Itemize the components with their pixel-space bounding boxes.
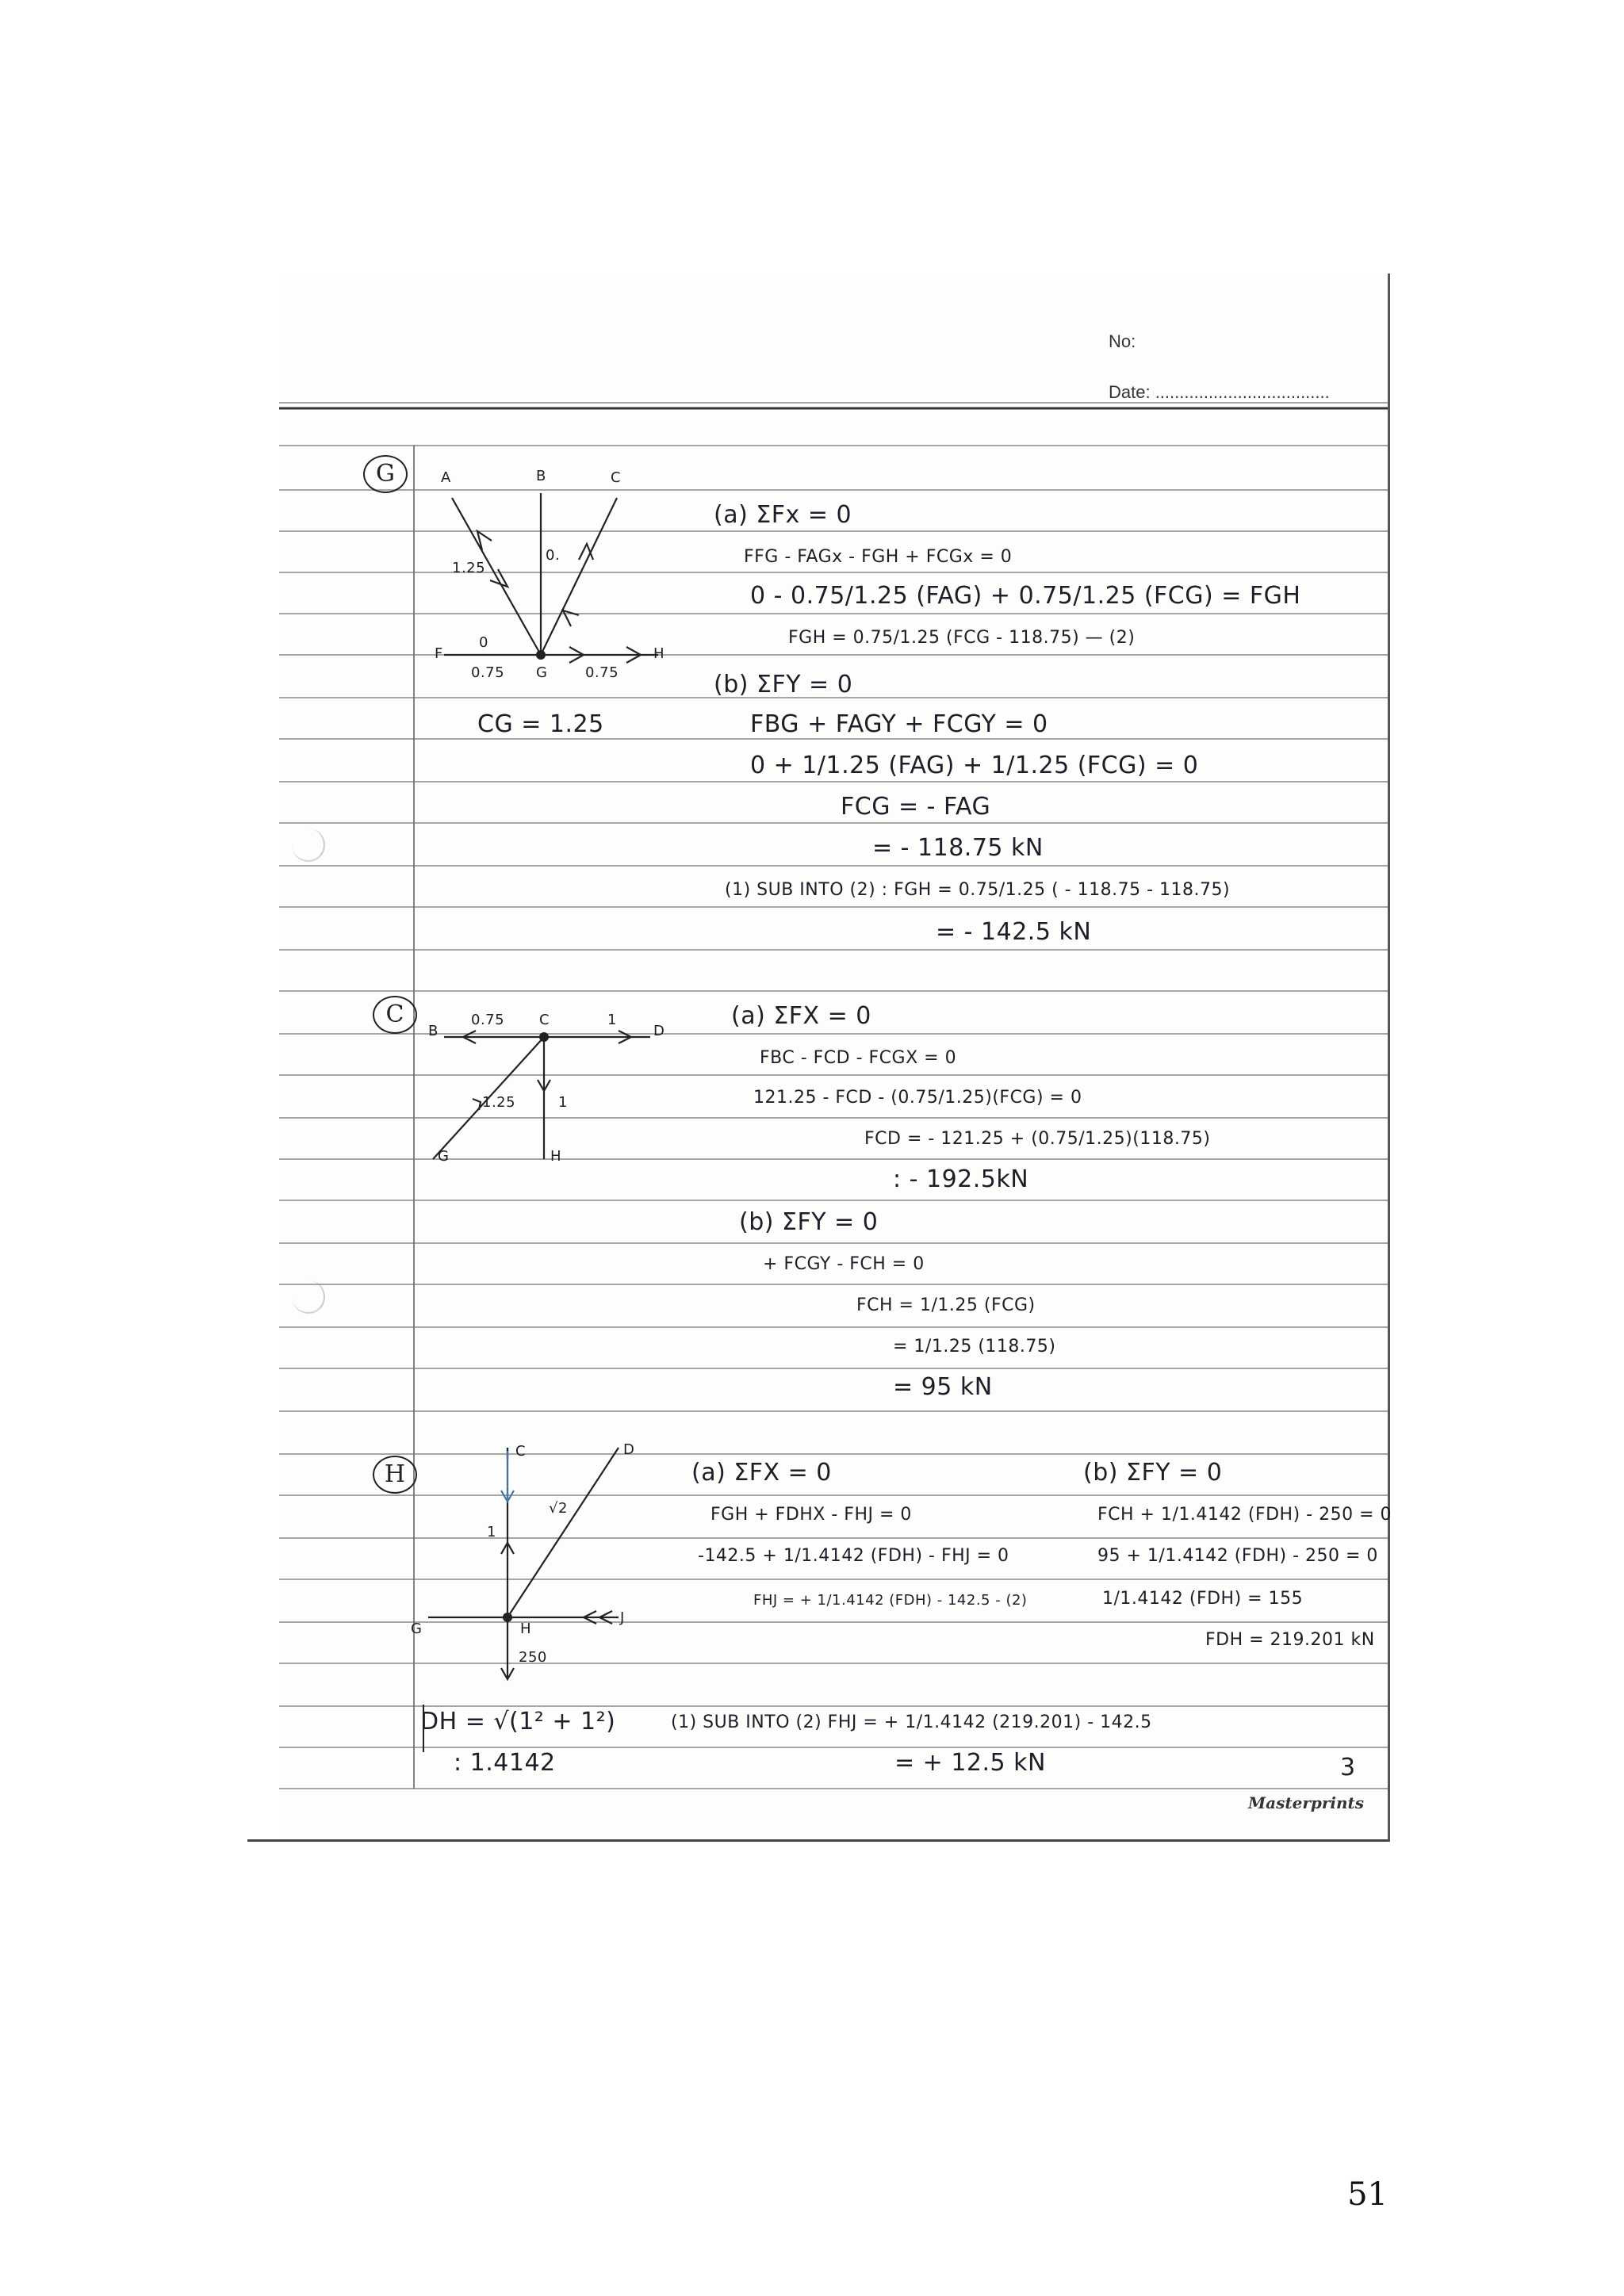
equation-line: + FCGY - FCH = 0: [763, 1254, 925, 1274]
node-label-a: A: [441, 469, 451, 486]
node-label-c: C: [515, 1443, 527, 1460]
equation-line: (a) ΣFX = 0: [691, 1459, 832, 1487]
node-label-g: G: [438, 1148, 450, 1165]
section-c-marker: C: [373, 996, 417, 1034]
node-label-g: G: [411, 1621, 423, 1637]
equation-line: FHJ = + 1/1.4142 (FDH) - 142.5 - (2): [753, 1592, 1028, 1609]
equation-line: 121.25 - FCD - (0.75/1.25)(FCG) = 0: [753, 1088, 1082, 1108]
node-label-j: J: [620, 1609, 625, 1626]
joint-h-diagram: [428, 1448, 619, 1679]
result-line: FDH = 219.201 kN: [1205, 1630, 1375, 1650]
joint-c-diagram: [433, 1031, 650, 1159]
length-label: 0.75: [471, 1012, 505, 1028]
equation-line: (b) ΣFY = 0: [714, 671, 853, 698]
result-line: = 95 kN: [893, 1373, 993, 1401]
equation-line: (a) ΣFX = 0: [731, 1002, 871, 1030]
equation-line: FCH + 1/1.4142 (FDH) - 250 = 0: [1097, 1505, 1392, 1525]
result-line: = + 12.5 kN: [894, 1749, 1046, 1777]
equation-line: FGH = 0.75/1.25 (FCG - 118.75) — (2): [788, 628, 1136, 648]
zero-force-label: 0: [479, 634, 488, 651]
node-label-f: F: [435, 645, 443, 662]
node-label-c: C: [539, 1012, 550, 1028]
equation-line: 0 + 1/1.25 (FAG) + 1/1.25 (FCG) = 0: [750, 752, 1199, 779]
joint-g-diagram: [444, 493, 658, 663]
load-label: 250: [519, 1649, 547, 1666]
equation-line: FCD = - 121.25 + (0.75/1.25)(118.75): [864, 1129, 1211, 1149]
length-label: √2: [549, 1500, 568, 1517]
equation-line: = 1/1.25 (118.75): [893, 1337, 1056, 1357]
length-label: 1.25: [482, 1094, 516, 1111]
result-line: = - 142.5 kN: [936, 918, 1092, 946]
equation-line: 0 - 0.75/1.25 (FAG) + 0.75/1.25 (FCG) = FGH: [750, 582, 1301, 610]
joint-c-node: [539, 1032, 549, 1042]
node-label-b: B: [536, 468, 546, 484]
equation-line: 1/1.4142 (FDH) = 155: [1102, 1589, 1304, 1609]
equation-line: (b) ΣFY = 0: [1083, 1459, 1223, 1487]
section-g-marker: G: [363, 455, 408, 493]
no-label: No:: [1109, 331, 1136, 351]
zero-force-label: 0.: [546, 547, 561, 564]
node-label-h: H: [653, 645, 665, 662]
equation-line: FCG = - FAG: [841, 793, 991, 821]
date-field: Date: ....................................: [1109, 382, 1330, 402]
masterprints-logo: Masterprints: [1248, 1793, 1365, 1812]
member-length-note: CG = 1.25: [477, 710, 604, 738]
equation-line: FFG - FAGx - FGH + FCGx = 0: [744, 547, 1013, 567]
section-h-marker: H: [373, 1456, 417, 1494]
page-number: 51: [1347, 2176, 1388, 2213]
length-label: 1: [487, 1524, 496, 1540]
length-label: 0.75: [585, 664, 619, 681]
equation-line: FGH + FDHX - FHJ = 0: [710, 1505, 912, 1525]
equation-line: FBC - FCD - FCGX = 0: [760, 1048, 957, 1068]
equation-line: (a) ΣFx = 0: [714, 501, 852, 529]
length-label: 1: [607, 1012, 617, 1028]
node-label-c: C: [611, 469, 622, 486]
node-label-d: D: [623, 1441, 635, 1458]
joint-h-node: [503, 1613, 512, 1622]
node-label-h: H: [520, 1621, 532, 1637]
node-label-g: G: [536, 664, 548, 681]
sheet-number: 3: [1340, 1754, 1356, 1781]
dh-length-result: : 1.4142: [454, 1749, 556, 1777]
length-label: 1: [558, 1094, 568, 1111]
node-label-b: B: [428, 1023, 439, 1039]
joint-g-node: [536, 650, 546, 660]
equation-line: (b) ΣFY = 0: [739, 1208, 879, 1236]
equation-line: -142.5 + 1/1.4142 (FDH) - FHJ = 0: [698, 1546, 1009, 1566]
equation-line: 95 + 1/1.4142 (FDH) - 250 = 0: [1097, 1546, 1378, 1566]
length-label: 0.75: [471, 664, 505, 681]
dh-length-line: DH = √(1² + 1²): [420, 1708, 616, 1735]
equation-line: FBG + FAGY + FCGY = 0: [750, 710, 1048, 738]
substitution-line: (1) SUB INTO (2) FHJ = + 1/1.4142 (219.201) - 142.5: [671, 1712, 1152, 1732]
result-line: = - 118.75 kN: [872, 834, 1044, 862]
node-label-d: D: [653, 1023, 665, 1039]
result-line: : - 192.5kN: [893, 1165, 1029, 1193]
equation-line: FCH = 1/1.25 (FCG): [856, 1295, 1036, 1315]
substitution-line: (1) SUB INTO (2) : FGH = 0.75/1.25 ( - 118.75 - 118.75): [725, 880, 1231, 900]
node-label-h: H: [550, 1148, 562, 1165]
length-label: 1.25: [452, 560, 486, 576]
